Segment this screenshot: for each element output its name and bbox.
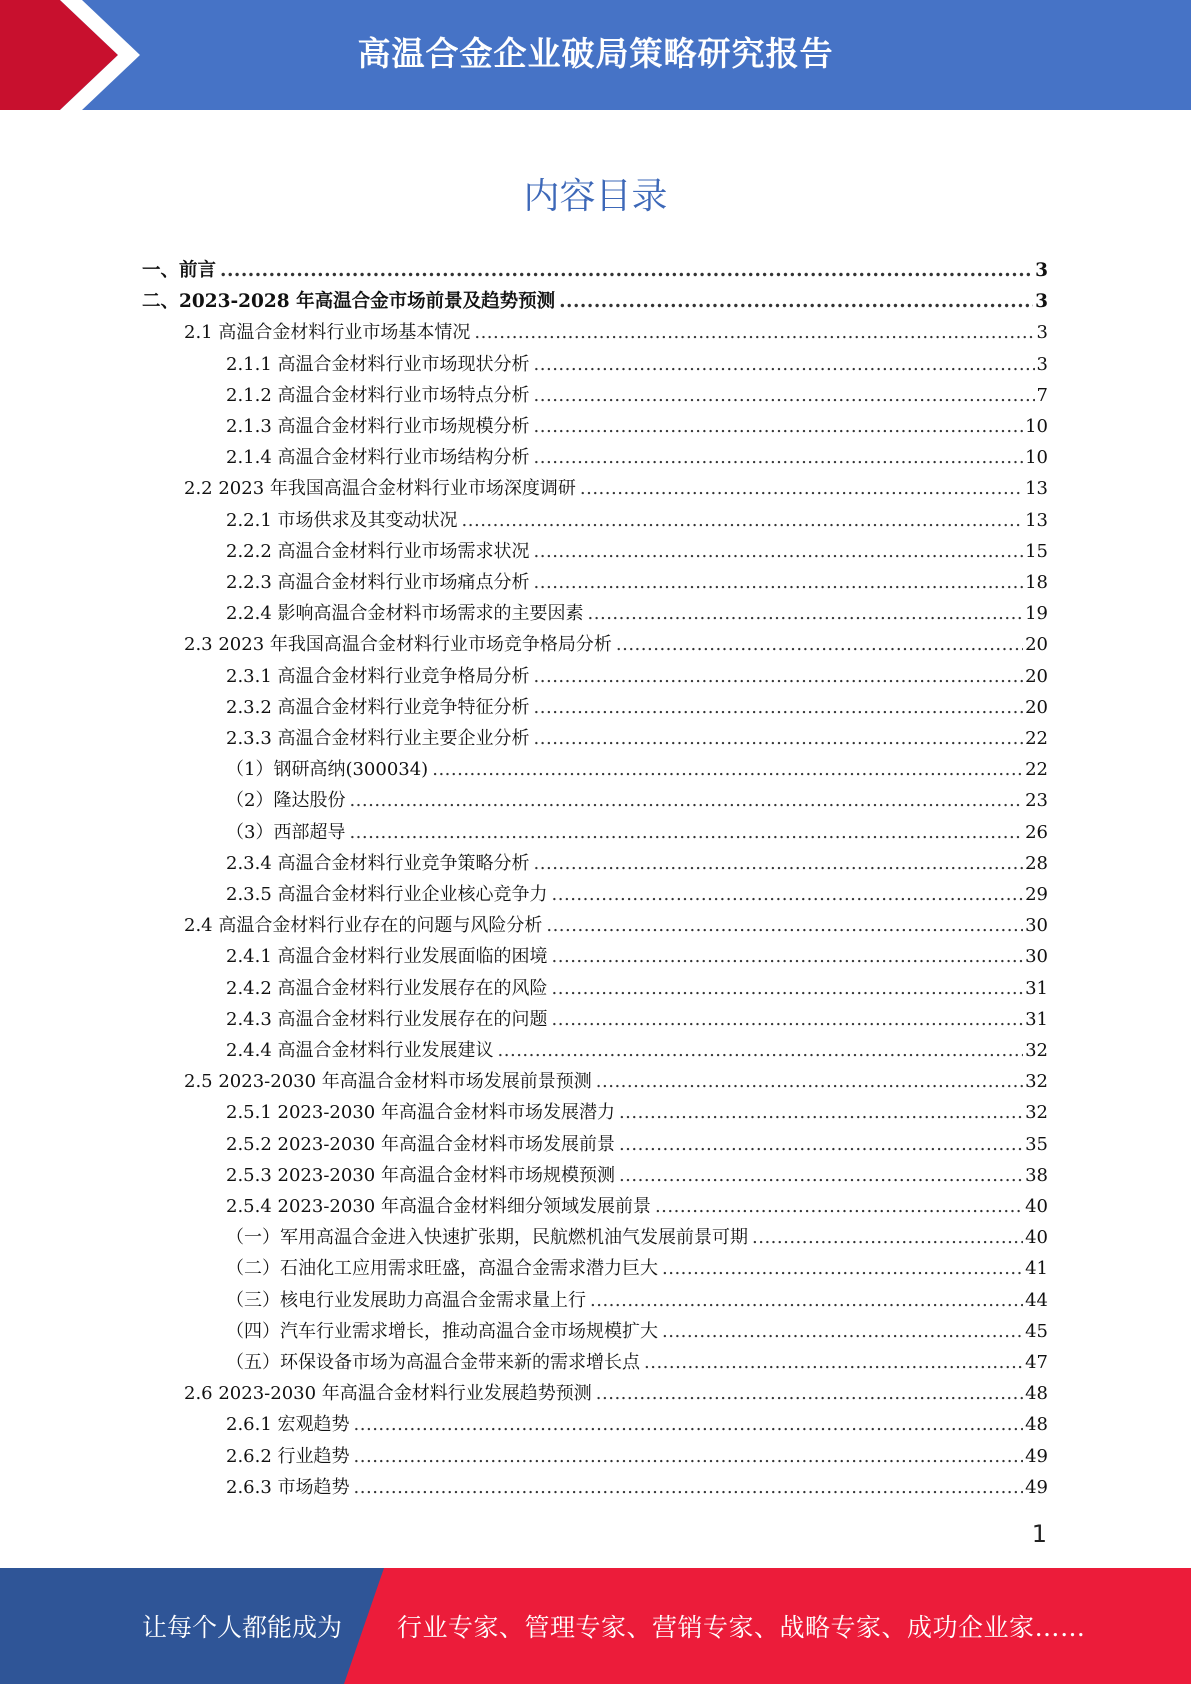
toc-entry-page: 10 xyxy=(1025,447,1048,469)
toc-entry-page: 32 xyxy=(1025,1102,1048,1124)
toc-dot-leader xyxy=(534,536,1024,567)
toc-entry-page: 19 xyxy=(1025,603,1048,625)
toc-entry-label: （四）汽车行业需求增长，推动高温合金市场规模扩大 xyxy=(226,1320,658,1342)
toc-entry-page: 49 xyxy=(1025,1476,1048,1498)
toc-dot-leader xyxy=(552,941,1024,972)
toc-dot-leader xyxy=(619,1160,1023,1191)
toc-entry-page: 48 xyxy=(1025,1383,1048,1405)
toc-dot-leader xyxy=(354,1472,1024,1503)
toc-dot-leader xyxy=(498,1035,1024,1066)
toc-entry-page: 22 xyxy=(1025,728,1048,749)
toc-entry-label: 2.2 2023 年我国高温合金材料行业市场深度调研 xyxy=(184,478,576,500)
toc-entry-page: 3 xyxy=(1036,353,1048,375)
toc-entry[interactable] xyxy=(226,1472,1048,1503)
toc-entry-page: 18 xyxy=(1025,572,1048,593)
toc-entry[interactable] xyxy=(184,317,1048,348)
toc-entry-page: 44 xyxy=(1025,1289,1048,1311)
toc-entry-label: （2）隆达股份 xyxy=(226,790,346,812)
toc-entry-label: 2.4.3 高温合金材料行业发展存在的问题 xyxy=(226,1008,548,1030)
toc-entry[interactable] xyxy=(184,910,1048,941)
toc-entry-label: （三）核电行业发展助力高温合金需求量上行 xyxy=(226,1289,586,1311)
toc-entry[interactable] xyxy=(184,473,1048,504)
toc-entry-label: 2.5.4 2023-2030 年高温合金材料细分领域发展前景 xyxy=(226,1196,651,1217)
toc-entry[interactable] xyxy=(226,817,1048,848)
toc-dot-leader xyxy=(580,473,1023,504)
toc-entry-label: 一、前言 xyxy=(142,260,217,281)
toc-entry[interactable] xyxy=(226,973,1048,1004)
toc-entry-label: 2.6.3 市场趋势 xyxy=(226,1476,350,1498)
toc-dot-leader xyxy=(655,1191,1023,1222)
toc-entry-page: 30 xyxy=(1025,946,1048,968)
toc-entry[interactable] xyxy=(226,754,1048,785)
toc-entry-page: 20 xyxy=(1025,696,1048,718)
toc-entry-page: 35 xyxy=(1025,1133,1048,1155)
toc-dot-leader xyxy=(588,598,1024,629)
toc-entry[interactable] xyxy=(226,505,1048,536)
toc-entry[interactable] xyxy=(226,785,1048,816)
footer-slogan-right: 行业专家、管理专家、营销专家、战略专家、成功企业家…… xyxy=(397,1613,1086,1642)
toc-dot-leader xyxy=(644,1347,1023,1378)
toc-dot-leader xyxy=(534,692,1024,723)
toc-dot-leader xyxy=(349,785,1023,816)
toc-entry-page: 29 xyxy=(1025,884,1048,905)
toc-dot-leader xyxy=(354,1441,1024,1472)
toc-entry-label: 2.3.4 高温合金材料行业竞争策略分析 xyxy=(226,852,530,874)
toc-entry-page: 10 xyxy=(1025,416,1048,437)
toc-entry-label: 2.5.1 2023-2030 年高温合金材料市场发展潜力 xyxy=(226,1102,615,1124)
toc-entry-page: 40 xyxy=(1025,1196,1048,1217)
toc-entry-page: 3 xyxy=(1035,291,1048,313)
footer-slogan-left: 让每个人都能成为 xyxy=(142,1613,343,1642)
toc-entry-label: （3）西部超导 xyxy=(226,821,346,843)
toc-dot-leader xyxy=(619,1129,1023,1160)
toc-entry-page: 41 xyxy=(1025,1258,1048,1280)
toc-entry-page: 30 xyxy=(1025,915,1048,937)
toc-entry-page: 20 xyxy=(1025,634,1048,656)
toc-entry-page: 31 xyxy=(1025,977,1048,999)
toc-dot-leader xyxy=(752,1222,1023,1253)
toc-dot-leader xyxy=(534,349,1035,380)
toc-entry-page: 48 xyxy=(1025,1414,1048,1436)
toc-entry[interactable] xyxy=(142,286,1048,317)
toc-entry-label: 2.6 2023-2030 年高温合金材料行业发展趋势预测 xyxy=(184,1383,592,1405)
toc-entry-label: 2.2.4 影响高温合金材料市场需求的主要因素 xyxy=(226,603,584,625)
toc-entry[interactable] xyxy=(226,1191,1048,1222)
toc-entry-page: 13 xyxy=(1025,509,1048,531)
toc-dot-leader xyxy=(534,661,1024,692)
toc-entry[interactable] xyxy=(184,629,1048,660)
toc-entry-label: 2.4.1 高温合金材料行业发展面临的困境 xyxy=(226,946,548,968)
toc-dot-leader xyxy=(349,817,1023,848)
toc-entry-page: 38 xyxy=(1025,1164,1048,1186)
toc-entry[interactable] xyxy=(226,598,1048,629)
toc-entry-label: 二、2023-2028 年高温合金市场前景及趋势预测 xyxy=(142,291,556,313)
toc-entry[interactable] xyxy=(226,1035,1048,1066)
toc-entry-page: 23 xyxy=(1025,790,1048,812)
toc-entry-label: 2.1.3 高温合金材料行业市场规模分析 xyxy=(226,416,530,437)
toc-dot-leader xyxy=(534,380,1035,411)
toc-entry[interactable] xyxy=(226,692,1048,723)
toc-dot-leader xyxy=(596,1378,1023,1409)
toc-dot-leader xyxy=(546,910,1023,941)
toc-dot-leader xyxy=(662,1316,1023,1347)
toc-dot-leader xyxy=(220,255,1033,286)
toc-dot-leader xyxy=(616,629,1023,660)
toc-entry-page: 40 xyxy=(1025,1227,1048,1249)
toc-entry[interactable] xyxy=(226,879,1048,910)
toc-entry[interactable] xyxy=(226,1160,1048,1191)
toc-entry-label: 2.2.1 市场供求及其变动状况 xyxy=(226,509,458,531)
toc-entry-label: 2.1.2 高温合金材料行业市场特点分析 xyxy=(226,384,530,406)
toc-entry-label: （五）环保设备市场为高温合金带来新的需求增长点 xyxy=(226,1352,640,1373)
toc-entry[interactable] xyxy=(226,848,1048,879)
toc-entry[interactable] xyxy=(226,1222,1048,1253)
toc-entry-page: 15 xyxy=(1025,540,1048,562)
toc-dot-leader xyxy=(552,879,1024,910)
toc-entry-label: （1）钢研高纳(300034) xyxy=(226,759,429,781)
toc-entry-page: 26 xyxy=(1025,821,1048,843)
toc-entry-page: 47 xyxy=(1025,1352,1048,1373)
toc-dot-leader xyxy=(559,286,1033,317)
toc-entry-label: 2.2.2 高温合金材料行业市场需求状况 xyxy=(226,540,530,562)
page-number: 1 xyxy=(1031,1520,1047,1548)
toc-entry[interactable] xyxy=(226,1129,1048,1160)
toc-entry[interactable] xyxy=(226,1409,1048,1440)
toc-entry[interactable] xyxy=(226,567,1048,598)
toc-entry[interactable] xyxy=(184,1378,1048,1409)
toc-entry-label: 2.3.3 高温合金材料行业主要企业分析 xyxy=(226,728,530,749)
report-title: 高温合金企业破局策略研究报告 xyxy=(357,34,834,73)
page-header xyxy=(0,0,1191,110)
toc-dot-leader xyxy=(596,1066,1023,1097)
toc-entry[interactable] xyxy=(226,536,1048,567)
toc-entry-label: 2.5 2023-2030 年高温合金材料市场发展前景预测 xyxy=(184,1071,592,1093)
toc-entry-page: 20 xyxy=(1025,665,1048,687)
toc-entry-label: 2.1.4 高温合金材料行业市场结构分析 xyxy=(226,447,530,469)
toc-entry-label: 2.3.2 高温合金材料行业竞争特征分析 xyxy=(226,696,530,718)
toc-entry-page: 22 xyxy=(1025,759,1048,781)
toc-entry-label: （二）石油化工应用需求旺盛，高温合金需求潜力巨大 xyxy=(226,1258,658,1280)
toc-entry[interactable] xyxy=(226,1441,1048,1472)
toc-entry[interactable] xyxy=(226,661,1048,692)
toc-dot-leader xyxy=(552,973,1024,1004)
toc-dot-leader xyxy=(534,567,1024,598)
toc-entry-label: 2.4.2 高温合金材料行业发展存在的风险 xyxy=(226,977,548,999)
toc-entry-page: 7 xyxy=(1036,384,1048,406)
toc-entry-label: 2.4 高温合金材料行业存在的问题与风险分析 xyxy=(184,915,543,937)
toc-dot-leader xyxy=(534,411,1024,442)
toc-entry[interactable] xyxy=(226,941,1048,972)
toc-entry[interactable] xyxy=(226,1097,1048,1128)
toc-entry[interactable] xyxy=(226,1004,1048,1035)
toc-dot-leader xyxy=(534,848,1024,879)
toc-entry[interactable] xyxy=(226,442,1048,473)
toc-dot-leader xyxy=(662,1253,1023,1284)
toc-entry-label: 2.1.1 高温合金材料行业市场现状分析 xyxy=(226,353,530,375)
toc-entry-label: 2.6.2 行业趋势 xyxy=(226,1445,350,1467)
toc-dot-leader xyxy=(474,317,1034,348)
page-footer xyxy=(0,1568,1191,1684)
toc-dot-leader xyxy=(534,723,1024,754)
toc-entry[interactable] xyxy=(226,411,1048,442)
toc-entry[interactable] xyxy=(184,1066,1048,1097)
toc-entry-label: 2.3.5 高温合金材料行业企业核心竞争力 xyxy=(226,884,548,905)
toc-entry-page: 49 xyxy=(1025,1445,1048,1467)
toc-entry-label: 2.5.2 2023-2030 年高温合金材料市场发展前景 xyxy=(226,1133,615,1155)
toc-entry-page: 31 xyxy=(1025,1008,1048,1030)
toc-entry-page: 3 xyxy=(1035,260,1048,281)
toc-entry-label: 2.4.4 高温合金材料行业发展建议 xyxy=(226,1040,494,1061)
toc-entry-page: 28 xyxy=(1025,852,1048,874)
toc-entry-label: 2.5.3 2023-2030 年高温合金材料市场规模预测 xyxy=(226,1164,615,1186)
toc-dot-leader xyxy=(432,754,1023,785)
toc-entry[interactable] xyxy=(226,1347,1048,1378)
toc-entry-page: 45 xyxy=(1025,1320,1048,1342)
toc-dot-leader xyxy=(354,1409,1024,1440)
toc-entry[interactable] xyxy=(226,1316,1048,1347)
toc-entry-page: 3 xyxy=(1036,322,1048,344)
toc-entry[interactable] xyxy=(226,1285,1048,1316)
toc-heading: 内容目录 xyxy=(523,176,668,217)
toc-entry[interactable] xyxy=(226,380,1048,411)
toc-entry-label: 2.1 高温合金材料行业市场基本情况 xyxy=(184,322,471,344)
toc-entry-label: （一）军用高温合金进入快速扩张期，民航燃机油气发展前景可期 xyxy=(226,1227,748,1249)
toc-entry-page: 32 xyxy=(1025,1071,1048,1093)
toc-entry[interactable] xyxy=(142,255,1048,286)
toc-dot-leader xyxy=(534,442,1024,473)
toc-entry[interactable] xyxy=(226,349,1048,380)
toc-entry-page: 32 xyxy=(1025,1040,1048,1061)
toc-dot-leader xyxy=(552,1004,1024,1035)
toc-entry-label: 2.3 2023 年我国高温合金材料行业市场竞争格局分析 xyxy=(184,634,612,656)
toc-entry-label: 2.2.3 高温合金材料行业市场痛点分析 xyxy=(226,572,530,593)
toc-entry-label: 2.3.1 高温合金材料行业竞争格局分析 xyxy=(226,665,530,687)
toc-entry-page: 13 xyxy=(1025,478,1048,500)
toc-entry-label: 2.6.1 宏观趋势 xyxy=(226,1414,350,1436)
toc-dot-leader xyxy=(619,1097,1023,1128)
toc-dot-leader xyxy=(462,505,1024,536)
toc-dot-leader xyxy=(590,1285,1023,1316)
toc-entry[interactable] xyxy=(226,723,1048,754)
toc-entry[interactable] xyxy=(226,1253,1048,1284)
